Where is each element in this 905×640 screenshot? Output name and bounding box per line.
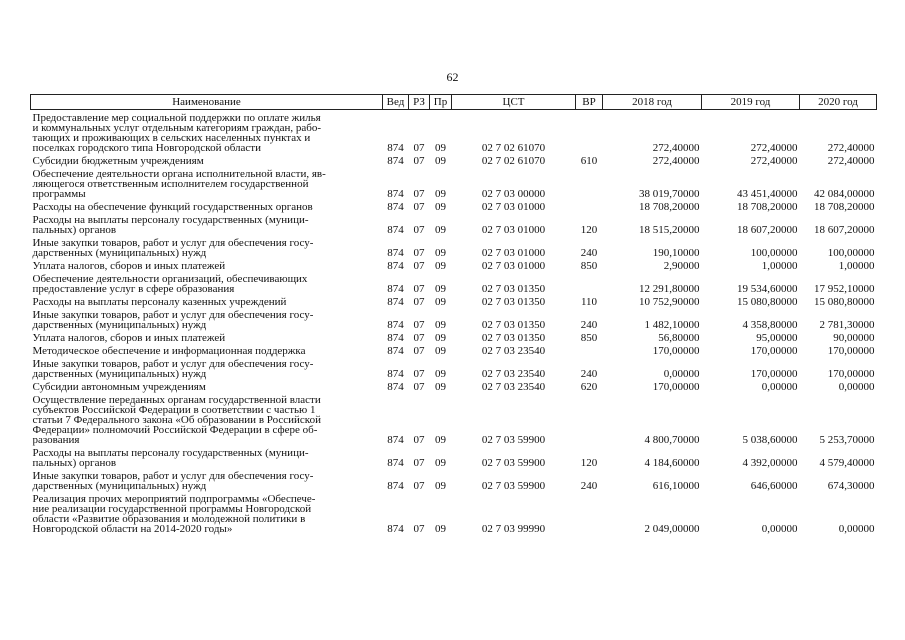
name-line: Новгородской области на 2014-2020 годы» — [32, 523, 233, 535]
cell-vr: 850 — [580, 260, 598, 272]
cell-ved: 874 — [387, 523, 404, 535]
cell-2018: 170,00000 — [652, 381, 700, 393]
cell-vr: 120 — [580, 457, 598, 469]
cell-pr: 09 — [435, 142, 446, 154]
table-row — [31, 491, 877, 534]
cell-2019: 43 451,40000 — [737, 188, 798, 200]
cell-name — [31, 356, 383, 379]
cell-2018: 272,40000 — [652, 142, 700, 154]
name-line: Расходы на выплаты персоналу государственных (муници- — [32, 214, 309, 226]
cell-name — [31, 235, 383, 258]
cell-2018: 1 482,10000 — [644, 319, 700, 331]
cell-2020: 1,00000 — [838, 260, 875, 272]
cell-2019: 0,00000 — [761, 523, 798, 535]
cell-ved: 874 — [387, 188, 404, 200]
cell-2020: 4 579,40000 — [819, 457, 875, 469]
cell-ved: 874 — [387, 345, 404, 357]
name-line: дарственных (муниципальных) нужд — [32, 247, 207, 259]
cell-vr — [576, 343, 603, 356]
cell-cst: 02 7 03 23540 — [481, 368, 546, 380]
cell-ved: 874 — [387, 332, 404, 344]
cell-2020: 272,40000 — [827, 155, 875, 167]
header-2020: 2020 год — [800, 95, 877, 110]
cell-name — [31, 153, 383, 166]
cell-pr: 09 — [435, 332, 446, 344]
cell-2018: 272,40000 — [652, 155, 700, 167]
cell-2020: 18 708,20000 — [814, 201, 875, 213]
cell-pr: 09 — [435, 224, 446, 236]
cell-name — [31, 258, 383, 271]
cell-vr — [576, 271, 603, 294]
cell-name — [31, 330, 383, 343]
name-line: Предоставление мер социальной поддержки по оплате жилья — [32, 112, 321, 124]
name-line: дарственных (муниципальных) нужд — [32, 319, 207, 331]
cell-cst: 02 7 03 01350 — [481, 332, 546, 344]
cell-pr: 09 — [435, 368, 446, 380]
cell-rz: 07 — [413, 188, 425, 200]
cell-2019: 5 038,60000 — [742, 434, 798, 446]
name-line: поселках городского типа Новгородской области — [32, 142, 261, 154]
cell-name — [31, 468, 383, 491]
cell-ved: 874 — [387, 319, 404, 331]
cell-2020: 674,30000 — [827, 480, 875, 492]
cell-2019: 4 358,80000 — [742, 319, 798, 331]
cell-pr: 09 — [435, 296, 446, 308]
cell-ved: 874 — [387, 201, 404, 213]
table-row — [31, 271, 877, 294]
table-row — [31, 199, 877, 212]
cell-ved: 874 — [387, 142, 404, 154]
header-2018: 2018 год — [603, 95, 702, 110]
cell-rz: 07 — [413, 283, 425, 295]
cell-pr: 09 — [435, 381, 446, 393]
name-line: Обеспечение деятельности органа исполнительной власти, яв- — [32, 168, 326, 180]
name-line: Иные закупки товаров, работ и услуг для обеспечения госу- — [32, 237, 314, 249]
cell-ved: 874 — [387, 224, 404, 236]
cell-name — [31, 491, 383, 534]
table-row — [31, 356, 877, 379]
cell-2018: 0,00000 — [663, 368, 700, 380]
cell-2019: 19 534,60000 — [737, 283, 798, 295]
cell-2018: 4 184,60000 — [644, 457, 700, 469]
table-body — [31, 110, 877, 535]
cell-rz: 07 — [413, 345, 425, 357]
table-row — [31, 294, 877, 307]
cell-2018: 12 291,80000 — [639, 283, 700, 295]
cell-vr — [576, 110, 603, 154]
cell-rz: 07 — [413, 381, 425, 393]
cell-name — [31, 166, 383, 199]
cell-cst: 02 7 03 99990 — [481, 523, 546, 535]
name-line: Расходы на выплаты персоналу государственных (муници- — [32, 447, 309, 459]
cell-pr: 09 — [435, 247, 446, 259]
cell-ved: 874 — [387, 480, 404, 492]
cell-vr: 240 — [580, 480, 598, 492]
name-line: Расходы на обеспечение функций государственных органов — [32, 201, 313, 213]
name-line: Иные закупки товаров, работ и услуг для обеспечения госу- — [32, 358, 314, 370]
cell-2019: 0,00000 — [761, 381, 798, 393]
cell-2020: 42 084,00000 — [814, 188, 875, 200]
cell-vr: 120 — [580, 224, 598, 236]
cell-name — [31, 110, 383, 154]
cell-cst: 02 7 03 01350 — [481, 283, 546, 295]
header-name: Наименование — [31, 95, 383, 110]
cell-ved: 874 — [387, 283, 404, 295]
cell-rz: 07 — [413, 155, 425, 167]
header-rz: РЗ — [409, 95, 430, 110]
cell-vr — [576, 491, 603, 534]
name-line: Уплата налогов, сборов и иных платежей — [32, 332, 226, 344]
cell-2020: 90,00000 — [833, 332, 875, 344]
name-line: Иные закупки товаров, работ и услуг для обеспечения госу- — [32, 309, 314, 321]
cell-ved: 874 — [387, 247, 404, 259]
name-line: пальных) органов — [32, 457, 117, 469]
cell-name — [31, 271, 383, 294]
cell-rz: 07 — [413, 434, 425, 446]
cell-2020: 17 952,10000 — [814, 283, 875, 295]
header-pr: Пр — [430, 95, 452, 110]
cell-name — [31, 212, 383, 235]
name-line: статьи 7 Федерального закона «Об образовании в Российской — [32, 414, 321, 426]
cell-name — [31, 307, 383, 330]
name-line: и коммунальных услуг отдельным категориям граждан, рабо- — [32, 122, 322, 134]
cell-cst: 02 7 03 23540 — [481, 381, 546, 393]
cell-2019: 170,00000 — [750, 368, 798, 380]
cell-cst: 02 7 03 59900 — [481, 480, 546, 492]
cell-cst: 02 7 02 61070 — [481, 142, 546, 154]
name-line: Субсидии бюджетным учреждениям — [32, 155, 204, 167]
cell-rz: 07 — [413, 260, 425, 272]
cell-rz: 07 — [413, 368, 425, 380]
header-2019: 2019 год — [702, 95, 800, 110]
name-line: Обеспечение деятельности организаций, обеспечивающих — [32, 273, 308, 285]
cell-name — [31, 379, 383, 392]
cell-2018: 616,10000 — [652, 480, 700, 492]
cell-cst: 02 7 03 01350 — [481, 296, 546, 308]
cell-2018: 2,90000 — [663, 260, 700, 272]
name-line: предоставление услуг в сфере образования — [32, 283, 235, 295]
cell-pr: 09 — [435, 457, 446, 469]
name-line: Расходы на выплаты персоналу казенных учреждений — [32, 296, 287, 308]
cell-2019: 95,00000 — [756, 332, 798, 344]
name-line: Субсидии автономным учреждениям — [32, 381, 206, 393]
table-row — [31, 307, 877, 330]
cell-vr — [576, 199, 603, 212]
table-row — [31, 468, 877, 491]
cell-2019: 646,60000 — [750, 480, 798, 492]
cell-rz: 07 — [413, 319, 425, 331]
cell-ved: 874 — [387, 457, 404, 469]
cell-pr: 09 — [435, 523, 446, 535]
cell-2018: 4 800,70000 — [644, 434, 700, 446]
name-line: программы — [32, 188, 86, 200]
cell-pr: 09 — [435, 345, 446, 357]
name-line: субъектов Российской Федерации в соответствии с частью 1 — [32, 404, 316, 416]
cell-ved: 874 — [387, 381, 404, 393]
cell-vr: 850 — [580, 332, 598, 344]
cell-2019: 4 392,00000 — [742, 457, 798, 469]
cell-cst: 02 7 03 01350 — [481, 319, 546, 331]
cell-rz: 07 — [413, 224, 425, 236]
cell-pr: 09 — [435, 283, 446, 295]
cell-vr: 240 — [580, 247, 598, 259]
cell-ved: 874 — [387, 296, 404, 308]
cell-cst: 02 7 03 00000 — [481, 188, 546, 200]
budget-table — [30, 94, 877, 534]
table-row — [31, 343, 877, 356]
cell-2020: 272,40000 — [827, 142, 875, 154]
header-cst: ЦСТ — [452, 95, 576, 110]
name-line: области «Развитие образования и молодежной политики в — [32, 513, 306, 525]
name-line: Осуществление переданных органам государственной власти — [32, 394, 321, 406]
header-vr: ВР — [576, 95, 603, 110]
cell-rz: 07 — [413, 247, 425, 259]
name-line: Иные закупки товаров, работ и услуг для обеспечения госу- — [32, 470, 314, 482]
name-line: Федерации» полномочий Российской Федерации в сфере об- — [32, 424, 318, 436]
table-row — [31, 258, 877, 271]
cell-2020: 18 607,20000 — [814, 224, 875, 236]
cell-rz: 07 — [413, 296, 425, 308]
cell-2019: 100,00000 — [750, 247, 798, 259]
cell-vr: 620 — [580, 381, 598, 393]
cell-2019: 272,40000 — [750, 142, 798, 154]
cell-cst: 02 7 02 61070 — [481, 155, 546, 167]
header-ved: Вед — [383, 95, 409, 110]
cell-rz: 07 — [413, 457, 425, 469]
cell-2020: 0,00000 — [838, 523, 875, 535]
cell-2018: 38 019,70000 — [639, 188, 700, 200]
name-line: ние реализации государственной программы Новгородской — [32, 503, 312, 515]
cell-name — [31, 199, 383, 212]
cell-cst: 02 7 03 01000 — [481, 247, 546, 259]
cell-pr: 09 — [435, 155, 446, 167]
cell-rz: 07 — [413, 201, 425, 213]
cell-pr: 09 — [435, 319, 446, 331]
cell-cst: 02 7 03 01000 — [481, 201, 546, 213]
cell-2018: 18 708,20000 — [639, 201, 700, 213]
cell-2018: 190,10000 — [652, 247, 700, 259]
table-row — [31, 153, 877, 166]
page-number: 62 — [446, 70, 459, 84]
table-row — [31, 330, 877, 343]
cell-name — [31, 392, 383, 445]
cell-rz: 07 — [413, 480, 425, 492]
cell-2018: 170,00000 — [652, 345, 700, 357]
cell-vr: 610 — [580, 155, 598, 167]
name-line: разования — [32, 434, 80, 446]
cell-2020: 170,00000 — [827, 368, 875, 380]
cell-2018: 2 049,00000 — [644, 523, 700, 535]
cell-vr — [576, 392, 603, 445]
name-line: пальных) органов — [32, 224, 117, 236]
cell-rz: 07 — [413, 523, 425, 535]
name-line: Методическое обеспечение и информационная поддержка — [32, 345, 306, 357]
cell-2020: 170,00000 — [827, 345, 875, 357]
cell-ved: 874 — [387, 434, 404, 446]
cell-2018: 18 515,20000 — [639, 224, 700, 236]
name-line: Реализация прочих мероприятий подпрограммы «Обеспече- — [32, 493, 316, 505]
cell-2020: 5 253,70000 — [819, 434, 875, 446]
table-row — [31, 166, 877, 199]
cell-2020: 100,00000 — [827, 247, 875, 259]
cell-2019: 18 607,20000 — [737, 224, 798, 236]
name-line: Уплата налогов, сборов и иных платежей — [32, 260, 226, 272]
cell-cst: 02 7 03 01000 — [481, 224, 546, 236]
table-row — [31, 110, 877, 154]
name-line: дарственных (муниципальных) нужд — [32, 480, 207, 492]
cell-2019: 272,40000 — [750, 155, 798, 167]
cell-pr: 09 — [435, 434, 446, 446]
cell-vr: 110 — [580, 296, 598, 308]
cell-vr — [576, 166, 603, 199]
table-row — [31, 379, 877, 392]
cell-vr: 240 — [580, 319, 598, 331]
cell-pr: 09 — [435, 480, 446, 492]
cell-2020: 2 781,30000 — [819, 319, 875, 331]
cell-2020: 15 080,80000 — [814, 296, 875, 308]
cell-ved: 874 — [387, 155, 404, 167]
cell-name — [31, 343, 383, 356]
name-line: тающих и проживающих в сельских населенных пунктах и — [32, 132, 311, 144]
cell-name — [31, 294, 383, 307]
table-row — [31, 212, 877, 235]
cell-vr: 240 — [580, 368, 598, 380]
cell-cst: 02 7 03 23540 — [481, 345, 546, 357]
table-row — [31, 392, 877, 445]
cell-cst: 02 7 03 59900 — [481, 457, 546, 469]
cell-2018: 56,80000 — [658, 332, 700, 344]
name-line: ляющегося ответственным исполнителем государственной — [32, 178, 309, 190]
cell-2019: 15 080,80000 — [737, 296, 798, 308]
cell-ved: 874 — [387, 260, 404, 272]
cell-2020: 0,00000 — [838, 381, 875, 393]
cell-pr: 09 — [435, 201, 446, 213]
cell-rz: 07 — [413, 332, 425, 344]
cell-cst: 02 7 03 59900 — [481, 434, 546, 446]
cell-ved: 874 — [387, 368, 404, 380]
table-header-row — [31, 95, 877, 110]
cell-pr: 09 — [435, 188, 446, 200]
cell-2019: 1,00000 — [761, 260, 798, 272]
name-line: дарственных (муниципальных) нужд — [32, 368, 207, 380]
cell-rz: 07 — [413, 142, 425, 154]
cell-2019: 18 708,20000 — [737, 201, 798, 213]
table-row — [31, 235, 877, 258]
table-row — [31, 445, 877, 468]
cell-2018: 10 752,90000 — [639, 296, 700, 308]
cell-cst: 02 7 03 01000 — [481, 260, 546, 272]
cell-name — [31, 445, 383, 468]
cell-pr: 09 — [435, 260, 446, 272]
cell-2019: 170,00000 — [750, 345, 798, 357]
